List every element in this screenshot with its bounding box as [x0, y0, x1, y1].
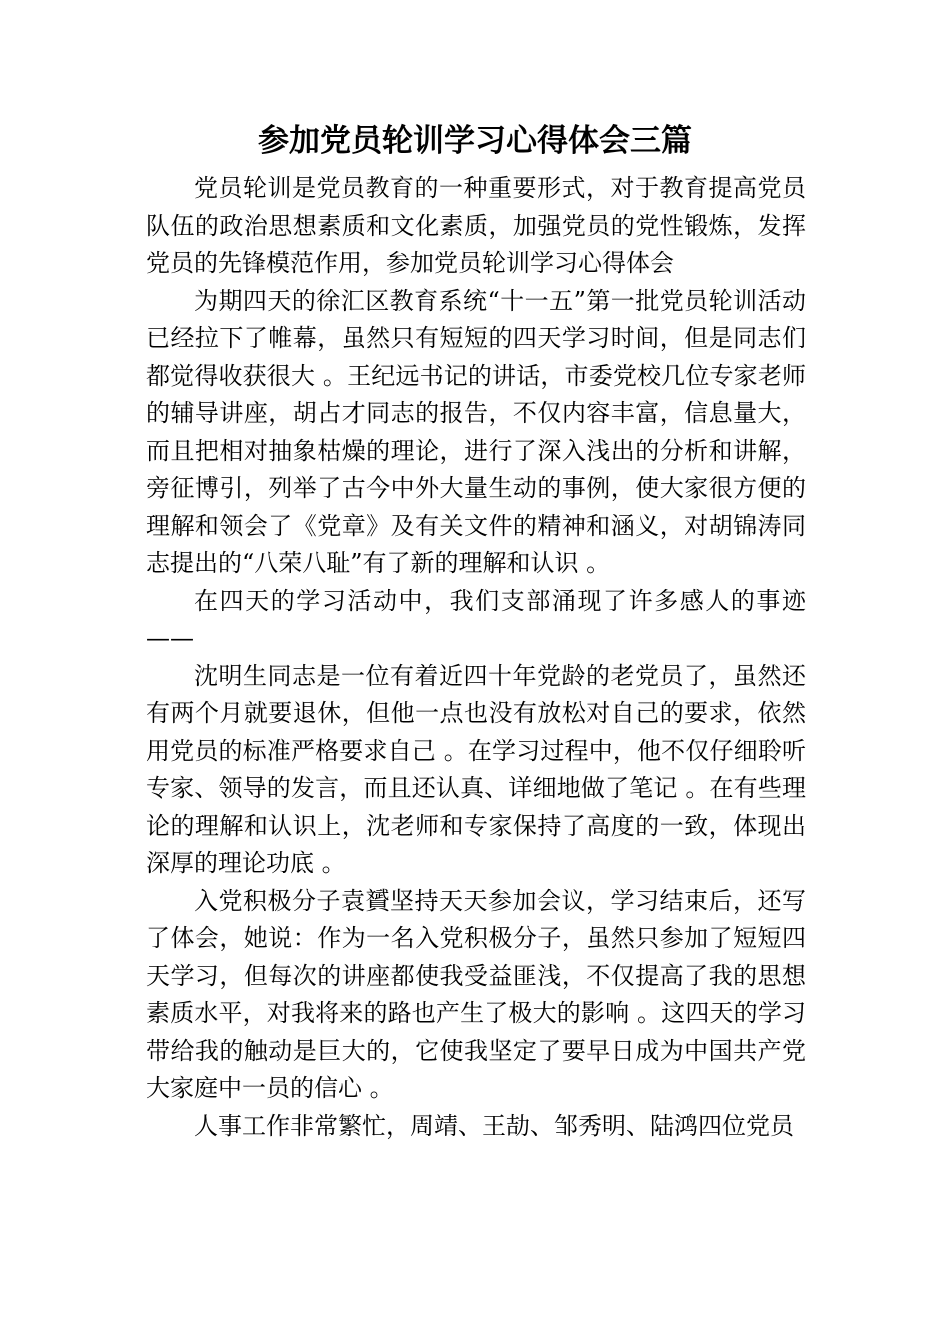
document-body: [146, 170, 806, 1145]
paragraph: 在四天的学习活动中，我们支部涌现了许多感人的事迹——: [146, 586, 806, 652]
paragraph: 入党积极分子袁贇坚持天天参加会议，学习结束后，还写了体会，她说：作为一名入党积极分子，虽然只参加了短短四天学习，但每次的讲座都使我受益匪浅，不仅提高了我的思想素质水平，对我将来的路也产生了极大的影响 。这四天的学习带给我的触动是巨大的，它使我坚定了要早日成为中国共产党大家庭中一员的信心 。: [146, 886, 806, 1102]
paragraph: 党员轮训是党员教育的一种重要形式，对于教育提高党员队伍的政治思想素质和文化素质，加强党员的党性锻炼，发挥党员的先锋模范作用，参加党员轮训学习心得体会: [146, 174, 806, 277]
paragraph: 人事工作非常繁忙，周靖、王劼、邹秀明、陆鸿四位党员: [194, 1111, 794, 1140]
paragraph: 为期四天的徐汇区教育系统“十一五”第一批党员轮训活动已经拉下了帷幕，虽然只有短短的四天学习时间，但是同志们都觉得收获很大 。王纪远书记的讲话，市委党校几位专家老师的辅导讲座，胡占才同志的报告，不仅内容丰富，信息量大，而且把相对抽象枯燥的理论，进行了深入浅出的分析和讲解，旁征博引，列举了古今中外大量生动的事例，使大家很方便的理解和领会了《党章》及有关文件的精神和涵义，对胡锦涛同志提出的“八荣八耻”有了新的理解和认识 。: [146, 286, 806, 577]
paragraph: 沈明生同志是一位有着近四十年党龄的老党员了，虽然还有两个月就要退休，但他一点也没有放松对自己的要求，依然用党员的标准严格要求自己 。在学习过程中，他不仅仔细聆听专家、领导的发言，而且还认真、详细地做了笔记 。在有些理论的理解和认识上，沈老师和专家保持了高度的一致，体现出深厚的理论功底 。: [146, 661, 806, 877]
document-title: 参加党员轮训学习心得体会三篇: [258, 123, 692, 159]
